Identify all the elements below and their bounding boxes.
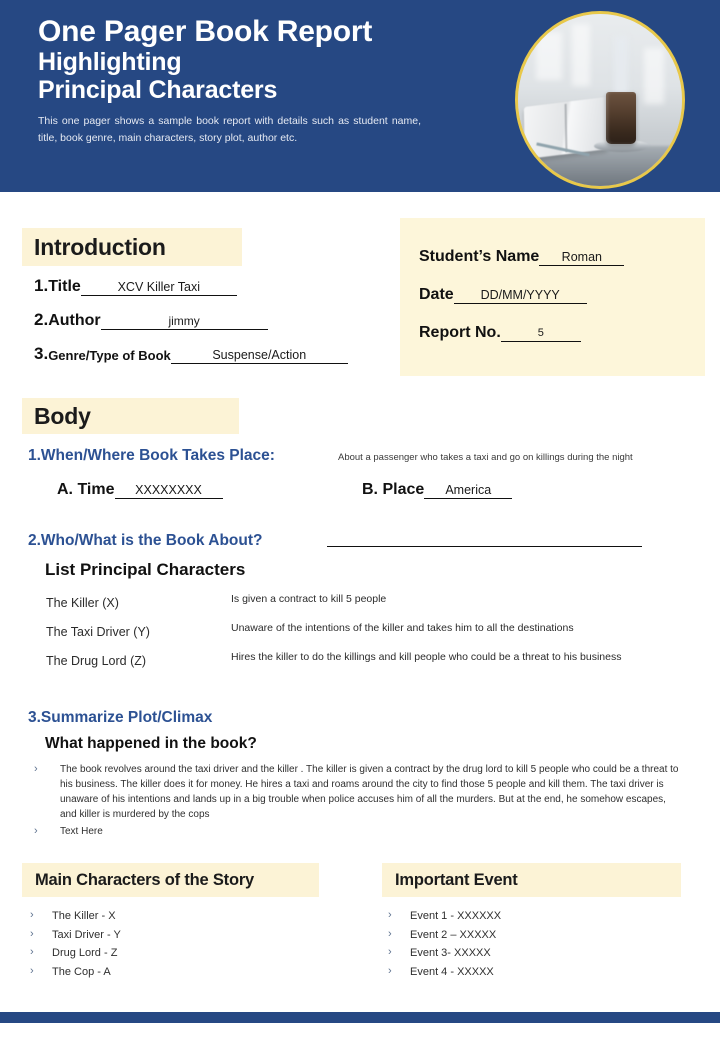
header-subtitle: This one pager shows a sample book report with details such as student name, title, book genre, main characters, story plot, author etc. bbox=[38, 115, 421, 144]
student-date-label: Date bbox=[419, 286, 454, 303]
chevron-right-icon: › bbox=[388, 964, 392, 977]
important-event-item: Event 4 - XXXXX bbox=[410, 965, 494, 978]
hero-oval-photo bbox=[515, 11, 685, 189]
table-row bbox=[46, 621, 686, 639]
main-character-item: Taxi Driver - Y bbox=[52, 928, 121, 941]
field-value-place[interactable]: America bbox=[424, 484, 512, 499]
main-character-item: Drug Lord - Z bbox=[52, 947, 118, 959]
main-characters-list bbox=[30, 908, 310, 982]
question-2-heading: 2.Who/What is the Book About? bbox=[28, 532, 263, 549]
student-name-value[interactable]: Roman bbox=[539, 251, 624, 266]
list-item bbox=[388, 945, 668, 962]
character-name: The Taxi Driver (Y) bbox=[46, 625, 150, 639]
chevron-right-icon: › bbox=[30, 946, 34, 958]
chevron-right-icon: › bbox=[30, 964, 34, 977]
hero-blur-shape-4 bbox=[644, 48, 664, 104]
plot-summary-list bbox=[34, 762, 684, 842]
plot-bullet-text: The book revolves around the taxi driver and the killer . The killer is given a contract by the drug lord to kill 5 people who could be a threat to his business. The killer does it for money. He hires a taxi and roams around the city to find those 5 people and kill them. The taxi driver is unaware of his intentions and lands up in a big trouble when police accuses him of all the murders. But at the end, he somehow escapes, and killer is murdered by the cops bbox=[60, 764, 679, 820]
field-label-genre: Genre/Type of Book bbox=[48, 348, 171, 363]
page-header bbox=[0, 0, 720, 192]
main-characters-banner bbox=[22, 863, 319, 897]
character-name: The Killer (X) bbox=[46, 596, 119, 610]
list-item bbox=[388, 927, 668, 944]
field-row-title bbox=[34, 276, 237, 296]
body-banner-label: Body bbox=[34, 402, 91, 429]
student-report-label: Report No. bbox=[419, 324, 501, 341]
important-event-item: Event 2 – XXXXX bbox=[410, 928, 497, 941]
important-event-banner bbox=[382, 863, 681, 897]
main-characters-banner-label: Main Characters of the Story bbox=[35, 870, 255, 889]
chevron-right-icon: › bbox=[388, 909, 392, 921]
list-item bbox=[30, 945, 310, 962]
what-happened-subheading: What happened in the book? bbox=[45, 735, 257, 752]
list-item bbox=[34, 824, 684, 840]
list-item bbox=[388, 908, 668, 925]
field-label-place: B. Place bbox=[362, 481, 425, 498]
field-number-genre: 3. bbox=[34, 344, 49, 363]
question-1-note: About a passenger who takes a taxi and go on killings during the night bbox=[338, 452, 633, 463]
field-number-title: 1. bbox=[34, 276, 49, 295]
character-name: The Drug Lord (Z) bbox=[46, 654, 147, 668]
student-name-label: Student’s Name bbox=[419, 248, 540, 265]
character-description: Is given a contract to kill 5 people bbox=[231, 593, 387, 605]
student-date-row bbox=[419, 286, 587, 304]
field-value-time[interactable]: XXXXXXXX bbox=[115, 484, 223, 499]
important-event-item: Event 1 - XXXXXX bbox=[410, 910, 502, 922]
hero-blur-shape-1 bbox=[536, 32, 562, 80]
footer-bar bbox=[0, 1012, 720, 1023]
field-value-author[interactable]: jimmy bbox=[101, 315, 268, 330]
important-event-banner-label: Important Event bbox=[395, 870, 518, 889]
field-row-time bbox=[57, 481, 223, 499]
principal-characters-table bbox=[46, 592, 686, 679]
student-report-value[interactable]: 5 bbox=[501, 328, 581, 342]
field-row-author bbox=[34, 310, 268, 330]
chevron-right-icon: › bbox=[30, 909, 34, 921]
introduction-banner bbox=[22, 228, 242, 266]
field-label-title: Title bbox=[48, 278, 81, 295]
plot-bullet-text: Text Here bbox=[60, 826, 103, 837]
chevron-right-icon: › bbox=[34, 825, 38, 837]
student-name-row bbox=[419, 248, 624, 266]
chevron-right-icon: › bbox=[388, 946, 392, 958]
list-item bbox=[34, 762, 684, 822]
main-character-item: The Cop - A bbox=[52, 965, 111, 978]
student-info-box bbox=[400, 218, 705, 376]
question-3-heading: 3.Summarize Plot/Climax bbox=[28, 709, 213, 726]
header-title-block bbox=[38, 16, 488, 146]
table-row bbox=[46, 650, 686, 668]
table-row bbox=[46, 592, 686, 610]
student-date-value[interactable]: DD/MM/YYYY bbox=[454, 289, 587, 304]
chevron-right-icon: › bbox=[388, 927, 392, 940]
list-item bbox=[388, 964, 668, 981]
list-item bbox=[30, 908, 310, 925]
list-principal-characters-title: List Principal Characters bbox=[45, 560, 246, 579]
field-value-title[interactable]: XCV Killer Taxi bbox=[81, 281, 237, 296]
field-row-genre bbox=[34, 344, 348, 364]
important-event-list bbox=[388, 908, 668, 982]
field-row-place bbox=[362, 481, 512, 499]
page-title-line-3: Principal Characters bbox=[38, 76, 278, 105]
field-number-author: 2. bbox=[34, 310, 49, 329]
field-label-author: Author bbox=[48, 312, 101, 329]
page-title-line-1: One Pager Book Report bbox=[38, 15, 373, 48]
chevron-right-icon: › bbox=[30, 927, 34, 940]
question-1-heading: 1.When/Where Book Takes Place: bbox=[28, 447, 275, 464]
list-item bbox=[30, 927, 310, 944]
field-label-time: A. Time bbox=[57, 481, 115, 498]
chevron-right-icon: › bbox=[34, 763, 38, 775]
hero-coffee-glass bbox=[606, 92, 636, 144]
important-event-item: Event 3- XXXXX bbox=[410, 947, 491, 959]
hero-blur-shape-2 bbox=[572, 24, 590, 86]
main-character-item: The Killer - X bbox=[52, 910, 116, 922]
question-2-answer-line[interactable] bbox=[327, 546, 642, 547]
body-banner bbox=[22, 398, 239, 434]
field-value-genre[interactable]: Suspense/Action bbox=[171, 349, 348, 364]
character-description: Unaware of the intentions of the killer and takes him to all the destinations bbox=[231, 622, 574, 634]
page-title-line-2: Highlighting bbox=[38, 48, 182, 77]
hero-blur-shape-3 bbox=[614, 36, 628, 98]
student-report-row bbox=[419, 324, 581, 342]
introduction-banner-label: Introduction bbox=[34, 233, 166, 260]
list-item bbox=[30, 964, 310, 981]
character-description: Hires the killer to do the killings and kill people who could be a threat to his business bbox=[231, 651, 622, 663]
